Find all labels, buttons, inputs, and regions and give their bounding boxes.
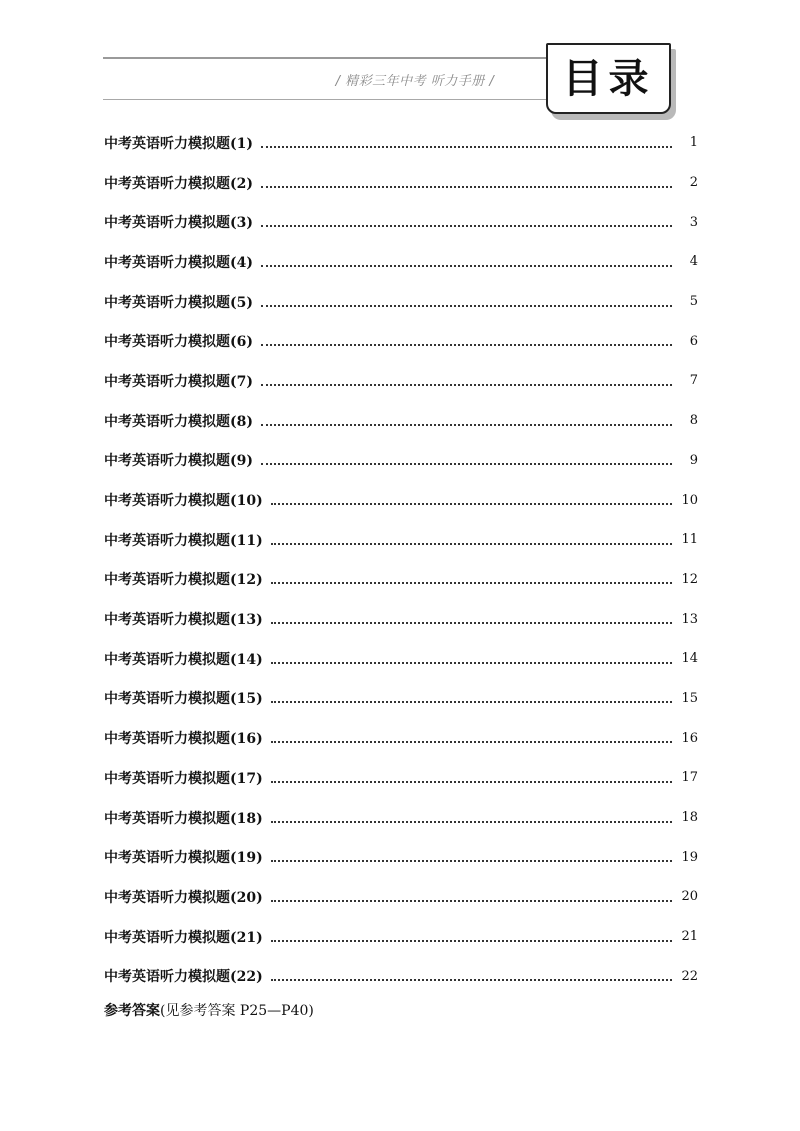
toc-entry-title: 中考英语听力模拟题(7)	[104, 373, 253, 390]
toc-entry[interactable]	[104, 242, 698, 282]
toc-entry-page: 12	[681, 571, 698, 587]
page-title: 目录	[562, 55, 655, 102]
toc-entry-title: 中考英语听力模拟题(3)	[104, 215, 253, 232]
toc-entry-title: 中考英语听力模拟题(15)	[104, 691, 263, 708]
toc-entry-title: 中考英语听力模拟题(10)	[104, 493, 263, 510]
toc-entry[interactable]	[104, 877, 698, 917]
series-title: / 精彩三年中考 听力手册 /	[335, 74, 495, 89]
toc-entry-page: 19	[681, 849, 698, 865]
dot-leader	[261, 384, 672, 386]
toc-entry-title: 中考英语听力模拟题(16)	[104, 731, 263, 748]
dot-leader	[271, 860, 672, 862]
toc-entry-page: 7	[689, 373, 698, 389]
toc-entry-page: 14	[681, 651, 698, 667]
toc-entry[interactable]	[104, 718, 698, 758]
dot-leader	[271, 781, 672, 783]
toc-entry-title: 中考英语听力模拟题(6)	[104, 334, 253, 351]
toc-entry-page: 6	[689, 333, 698, 349]
dot-leader	[271, 503, 672, 505]
toc-entry-page: 2	[689, 175, 698, 191]
toc-entry[interactable]	[104, 282, 698, 322]
toc-entry-page: 17	[681, 770, 698, 786]
dot-leader	[271, 582, 672, 584]
dot-leader	[271, 741, 672, 743]
toc-entry[interactable]	[104, 917, 698, 957]
answers-label: 参考答案	[104, 1003, 160, 1019]
toc-entry[interactable]	[104, 560, 698, 600]
dot-leader	[261, 305, 672, 307]
answers-entry[interactable]	[104, 1000, 314, 1020]
toc-entry-title: 中考英语听力模拟题(20)	[104, 889, 263, 906]
toc-entry[interactable]	[104, 163, 698, 203]
toc-entry-page: 16	[681, 730, 698, 746]
toc-entry-title: 中考英语听力模拟题(21)	[104, 929, 263, 946]
toc-entry-page: 11	[681, 532, 698, 548]
dot-leader	[261, 186, 672, 188]
dot-leader	[271, 900, 672, 902]
toc-entry[interactable]	[104, 798, 698, 838]
dot-leader	[271, 543, 672, 545]
toc-entry-page: 20	[681, 889, 698, 905]
toc-entry-page: 3	[689, 214, 698, 230]
toc-entry-page: 18	[681, 810, 698, 826]
dot-leader	[261, 424, 672, 426]
toc-entry[interactable]	[104, 639, 698, 679]
toc-entry[interactable]	[104, 480, 698, 520]
toc-entry-page: 4	[689, 254, 698, 270]
toc-entry-title: 中考英语听力模拟题(12)	[104, 572, 263, 589]
dot-leader	[271, 940, 672, 942]
dot-leader	[261, 344, 672, 346]
toc-entry-title: 中考英语听力模拟题(18)	[104, 810, 263, 827]
toc-entry-title: 中考英语听力模拟题(8)	[104, 413, 253, 430]
toc-entry[interactable]	[104, 758, 698, 798]
toc-entry-page: 13	[681, 611, 698, 627]
toc-entry-title: 中考英语听力模拟题(4)	[104, 254, 253, 271]
dot-leader	[261, 463, 672, 465]
toc-entry[interactable]	[104, 956, 698, 996]
toc-entry-page: 10	[681, 492, 698, 508]
toc-entry-page: 15	[681, 690, 698, 706]
toc-entry[interactable]	[104, 520, 698, 560]
toc-entry-page: 9	[689, 452, 698, 468]
dot-leader	[261, 146, 672, 148]
toc-entry-page: 21	[681, 929, 698, 945]
dot-leader	[261, 265, 672, 267]
toc-entry[interactable]	[104, 837, 698, 877]
toc-entry[interactable]	[104, 679, 698, 719]
toc-entry-page: 5	[689, 294, 698, 310]
toc-entry[interactable]	[104, 321, 698, 361]
toc-entry[interactable]	[104, 361, 698, 401]
dot-leader	[271, 662, 672, 664]
dot-leader	[271, 821, 672, 823]
toc-entry-title: 中考英语听力模拟题(9)	[104, 453, 253, 470]
toc-entry-title: 中考英语听力模拟题(13)	[104, 612, 263, 629]
toc-entry[interactable]	[104, 401, 698, 441]
toc-entry[interactable]	[104, 599, 698, 639]
dot-leader	[271, 979, 672, 981]
table-of-contents	[104, 123, 698, 996]
toc-entry-title: 中考英语听力模拟题(1)	[104, 135, 253, 152]
toc-entry-page: 1	[689, 135, 698, 151]
toc-entry-title: 中考英语听力模拟题(5)	[104, 294, 253, 311]
answers-note: (见参考答案 P25—P40)	[160, 1003, 314, 1019]
toc-entry-title: 中考英语听力模拟题(19)	[104, 850, 263, 867]
dot-leader	[271, 701, 672, 703]
toc-entry-page: 22	[681, 968, 698, 984]
title-tab	[546, 43, 671, 114]
toc-entry-title: 中考英语听力模拟题(2)	[104, 175, 253, 192]
toc-entry[interactable]	[104, 441, 698, 481]
toc-entry[interactable]	[104, 123, 698, 163]
toc-entry-page: 8	[689, 413, 698, 429]
toc-entry-title: 中考英语听力模拟题(22)	[104, 969, 263, 986]
toc-entry-title: 中考英语听力模拟题(17)	[104, 770, 263, 787]
dot-leader	[271, 622, 672, 624]
toc-entry-title: 中考英语听力模拟题(11)	[104, 532, 263, 549]
toc-entry[interactable]	[104, 202, 698, 242]
header-rule-bottom	[103, 99, 561, 100]
toc-entry-title: 中考英语听力模拟题(14)	[104, 651, 263, 668]
dot-leader	[261, 225, 672, 227]
